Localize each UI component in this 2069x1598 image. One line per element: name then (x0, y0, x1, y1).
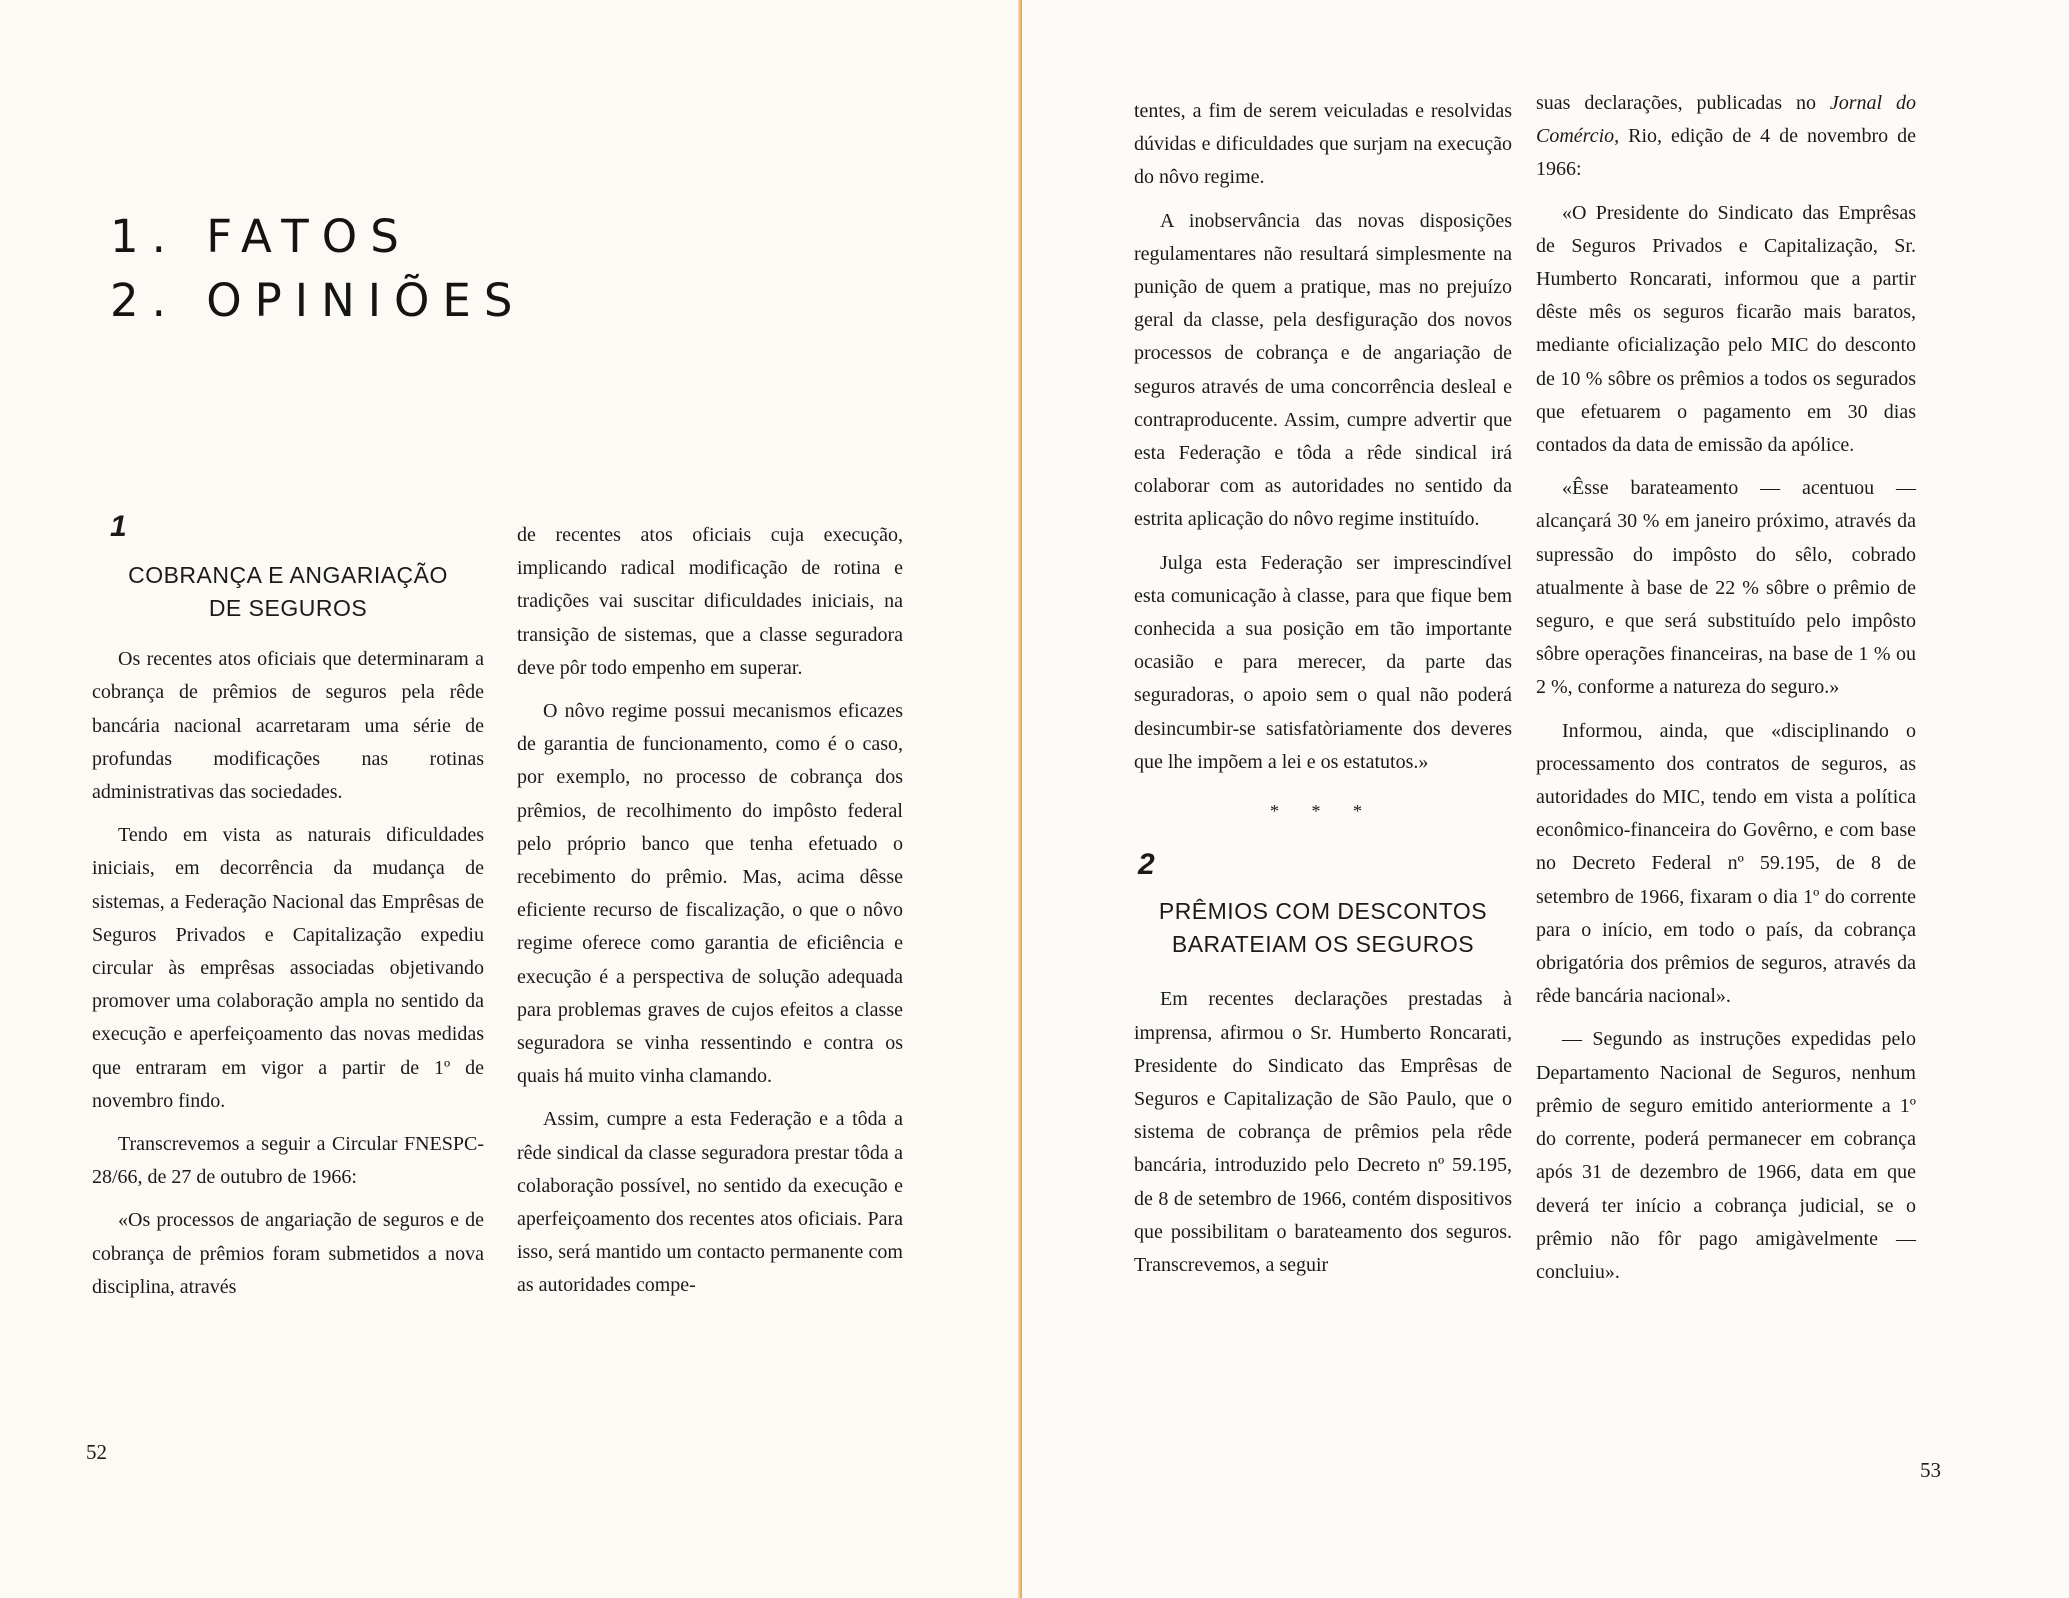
column-1 (92, 510, 484, 1314)
paragraph: de recentes atos oficiais cuja execução, implicando radical modificação de rotina e tradições vai suscitar dificuldades iniciais, na transição de sistemas, que a classe seguradora deve pôr todo empenho em superar. (517, 524, 903, 679)
paragraph: Informou, ainda, que «disciplinando o processamento dos contratos de seguros, as autoridades do MIC, tendo em vista a política econômico-financeira do Govêrno, e com base no Decreto Federal nº 59.195, de 8 de setembro de 1966, fixaram o dia 1º do corrente para o início, em todo o país, da cobrança obrigatória dos prêmios de seguros, através da rêde bancária nacional». (1536, 719, 1916, 1008)
paragraph: Transcrevemos a seguir a Circular FNESPC-28/66, de 27 de outubro de 1966: (92, 1133, 484, 1189)
paragraph: Assim, cumpre a esta Federação e a tôda a rêde sindical da classe seguradora prestar tôda a colaboração possível, no sentido da execução e aperfeiçoamento dos recentes atos oficiais. Para isso, será mantido um contacto permanente com as autoridades compe- (517, 1108, 903, 1297)
paragraph: tentes, a fim de serem veiculadas e resolvidas dúvidas e dificuldades que surjam na execução do nôvo regime. (1134, 100, 1512, 189)
article-2-title-line-1: PRÊMIOS COM DESCONTOS (1158, 898, 1488, 925)
paragraph-text: suas declarações, publicadas no (1536, 92, 1830, 114)
article-1-number: 1 (110, 510, 127, 543)
paragraph: Os recentes atos oficiais que determinaram a cobrança de prêmios de seguros pela rêde bancária nacional acarretaram uma série de profundas modificações nas rotinas administrativas das sociedades. (92, 648, 484, 804)
paragraph: «Os processos de angariação de seguros e de cobrança de prêmios foram submetidos a nova disciplina, através (92, 1209, 484, 1298)
section-heading-line-1: 1. FATOS (110, 210, 412, 263)
article-1-title-line-2: DE SEGUROS (208, 595, 368, 622)
page-number-right: 53 (1920, 1458, 1941, 1482)
column-3 (1134, 95, 1512, 1292)
newspaper-name: Jornal do Comércio (1536, 92, 1917, 148)
paragraph: — Segundo as instruções expedidas pelo Departamento Nacional de Seguros, nenhum prêmio de seguro emitido anteriormente a 1º do corrente, poderá permanecer em cobrança após 31 de dezembro de 1966, data em que deverá ter início a cobrança judicial, se o prêmio não fôr pago amigàvelmente — concluiu». (1536, 1028, 1916, 1283)
article-2-title (1134, 895, 1512, 961)
column-2 (517, 519, 903, 1313)
paragraph: «O Presidente do Sindicato das Emprêsas de Seguros Privados e Capitalização, Sr. Humberto Roncarati, informou que a partir dêste mês os seguros ficarão mais baratos, mediante oficialização pelo MIC do desconto de 10 % sôbre os prêmios a todos os segurados que efetuarem o pagamento em 30 dias contados da data de emissão da apólice. (1536, 201, 1916, 457)
article-2-number: 2 (1138, 848, 1155, 882)
paragraph: Tendo em vista as naturais dificuldades iniciais, em decorrência da mudança de sistemas, a Federação Nacional das Emprêsas de Seguros Privados e Capitalização expediu circular às emprêsas associadas objetivando promover uma colaboração ampla no sentido da execução e aperfeiçoamento das novas medidas que entraram em vigor a partir de 1º de novembro findo. (92, 824, 484, 1112)
paragraph-text: , Rio, edição de 4 de novembro de 1966: (1536, 125, 1916, 181)
section-separator: * * * (1270, 801, 1376, 822)
left-page (0, 0, 1022, 1598)
article-1-title (92, 559, 484, 625)
article-2-title-line-2: BARATEIAM OS SEGUROS (1171, 931, 1475, 958)
right-page (1022, 0, 2069, 1598)
page-number-left: 52 (86, 1440, 107, 1464)
column-4 (1536, 87, 1916, 1299)
article-1-title-line-1: COBRANÇA E ANGARIAÇÃO (128, 562, 448, 589)
section-heading (110, 205, 530, 333)
paragraph: Em recentes declarações prestadas à imprensa, afirmou o Sr. Humberto Roncarati, Presidente do Sindicato das Emprêsas de Seguros e Capitalização de São Paulo, que o sistema de cobrança de prêmios pela rêde bancária, introduzido pelo Decreto nº 59.195, de 8 de setembro de 1966, contém dispositivos que possibilitam o barateamento dos seguros. Transcrevemos, a seguir (1134, 988, 1512, 1277)
paragraph: A inobservância das novas disposições regulamentares não resultará simplesmente na punição de quem a pratique, mas no prejuízo geral da classe, pela desfiguração dos novos processos de cobrança e de angariação de seguros através de uma concorrência desleal e contraproducente. Assim, cumpre advertir que esta Federação e tôda a rêde sindical irá colaborar com as autoridades no sentido da estrita aplicação do nôvo regime instituído. (1134, 209, 1512, 531)
paragraph (1536, 87, 1916, 187)
section-heading-line-2: 2. OPINIÕES (110, 274, 526, 327)
paragraph: O nôvo regime possui mecanismos eficazes de garantia de funcionamento, como é o caso, por exemplo, no processo de cobrança dos prêmios, de recolhimento do impôsto federal pelo próprio banco que tenha efetuado o recebimento do prêmio. Mas, acima dêsse eficiente recurso de fiscalização, o que o nôvo regime oferece como garantia de eficiência e execução é a perspectiva de solução adequada para problemas graves de cujos efeitos a classe seguradora se vinha ressentindo e contra os quais há muito vinha clamando. (517, 700, 903, 1088)
paragraph: Julga esta Federação ser imprescindível esta comunicação à classe, para que fique bem conhecida a sua posição em tão importante ocasião e para merecer, da parte das seguradoras, o apoio sem o qual não poderá desincumbir-se satisfatòriamente dos deveres que lhe impõem a lei e os estatutos.» (1134, 551, 1512, 773)
paragraph: «Êsse barateamento — acentuou — alcançará 30 % em janeiro próximo, através da supressão do impôsto do sêlo, cobrado atualmente à base de 22 % sôbre o prêmio de seguro, e que será substituído pelo impôsto sôbre operações financeiras, na base de 1 % ou 2 %, conforme a natureza do seguro.» (1536, 477, 1916, 699)
